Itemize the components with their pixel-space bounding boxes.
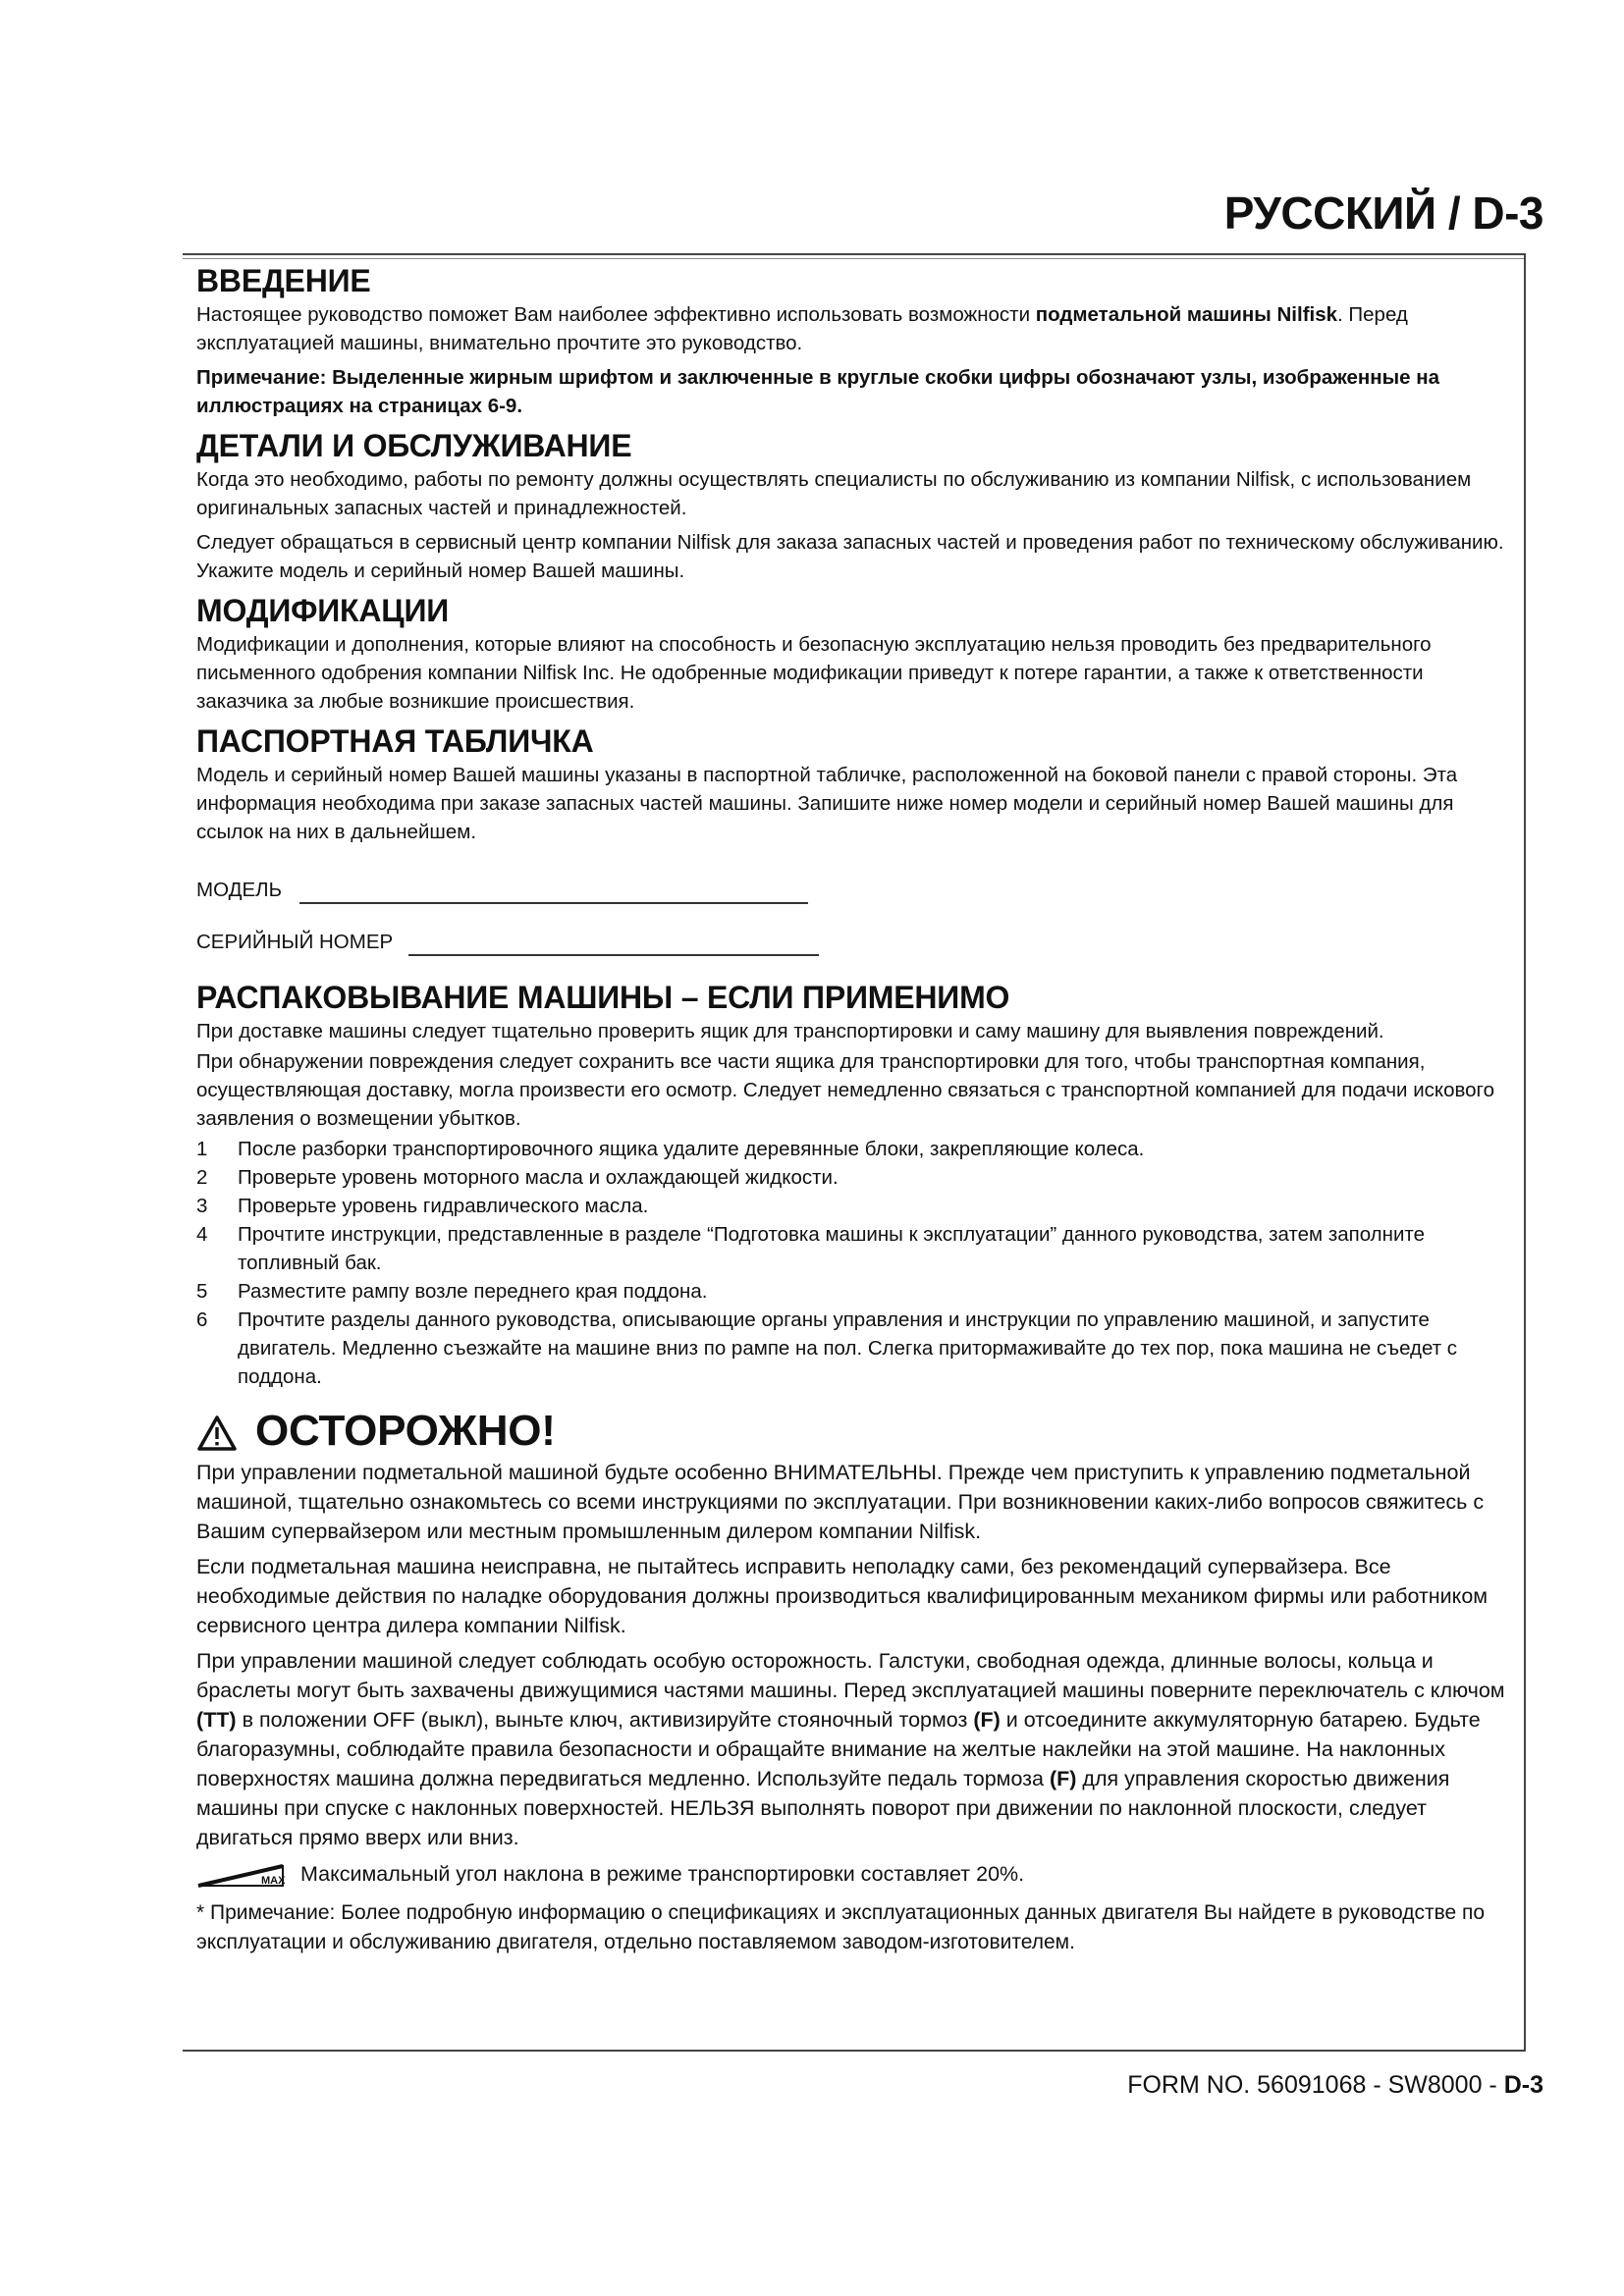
warning-paragraph-1: При управлении подметальной машиной будьте особенно ВНИМАТЕЛЬНЫ. Прежде чем приступить к управлению подметальной машиной, тщательно ознакомьтесь со всеми инструкциями по эксплуатации. При возникновении каких-либо вопросов свяжитесь с Вашим супервайзером или местным промышленным дилером компании Nilfisk. [196, 1461, 1485, 1543]
step-text: Разместите рампу возле переднего края поддона. [238, 1280, 708, 1303]
form-number: FORM NO. 56091068 - SW8000 - [1127, 2071, 1504, 2099]
parts-paragraph-1: Когда это необходимо, работы по ремонту должны осуществлять специалисты по обслуживанию из компании Nilfisk, с использованием оригинальных запасных частей и принадлежностей. [196, 468, 1472, 519]
main-content [196, 261, 1520, 1963]
warning-triangle-icon [196, 1415, 238, 1452]
section-unpacking [196, 978, 1520, 1391]
section-introduction [196, 261, 1520, 420]
unpack-steps-list [196, 1135, 1520, 1391]
page-footer [1127, 2071, 1543, 2100]
list-item [196, 1277, 1520, 1306]
max-slope-icon [196, 1862, 287, 1888]
step-number: 6 [196, 1308, 208, 1331]
step-number: 3 [196, 1195, 208, 1217]
heading-warning [196, 1405, 1520, 1458]
list-item [196, 1220, 1520, 1277]
unpack-paragraph-2: При обнаружении повреждения следует сохранить все части ящика для транспортировки для того, чтобы транспортная компания, осуществляющая доставку, могла произвести его осмотр. Следует немедленно связаться с транспортной компанией для подачи искового заявления о возмещении убытков. [196, 1050, 1494, 1130]
step-text: Прочтите инструкции, представленные в разделе “Подготовка машины к эксплуатации” данного руководства, затем заполните топливный бак. [238, 1223, 1425, 1274]
max-slope-text: Максимальный угол наклона в режиме транспортировки составляет 20%. [300, 1862, 1025, 1886]
section-parts-service [196, 426, 1520, 585]
parking-brake-ref: (F) [973, 1708, 1001, 1732]
heading-nameplate: ПАСПОРТНАЯ ТАБЛИЧКА [196, 723, 594, 759]
step-number: 2 [196, 1166, 208, 1189]
footer-page-number: D-3 [1503, 2071, 1543, 2099]
list-item [196, 1306, 1520, 1391]
step-text: Проверьте уровень моторного масла и охлаждающей жидкости. [238, 1166, 839, 1189]
step-text: Прочтите разделы данного руководства, описывающие органы управления и инструкции по управлению машиной, и запустите двигатель. Медленно съезжайте на машине вниз по рампе на пол. Слегка притормаживайте до тех пор, пока машина не съедет с поддона. [238, 1308, 1458, 1388]
key-switch-ref: (TT) [196, 1708, 237, 1732]
page-header-title: РУССКИЙ / D-3 [1223, 187, 1543, 239]
section-warning [196, 1405, 1520, 1957]
step-number: 1 [196, 1138, 208, 1160]
nameplate-paragraph: Модель и серийный номер Вашей машины указаны в паспортной табличке, расположенной на боковой панели с правой стороны. Эта информация необходима при заказе запасных частей машины. Запишите ниже номер модели и серийный номер Вашей машины для ссылок на них в дальнейшем. [196, 764, 1458, 843]
step-number: 5 [196, 1280, 208, 1303]
serial-line [408, 933, 819, 956]
intro-text-c: . Перед эксплуатацией машины, внимательно прочтите это руководство. [196, 303, 1408, 354]
step-text: Проверьте уровень гидравлического масла. [238, 1195, 649, 1217]
max-icon-label: MAX [261, 1874, 286, 1887]
mods-paragraph: Модификации и дополнения, которые влияют на способность и безопасную эксплуатацию нельзя проводить без предварительного письменного одобрения компании Nilfisk Inc. Не одобренные модификации приведут к потере гарантии, а также к ответственности заказчика за любые возникшие происшествия. [196, 633, 1432, 713]
section-modifications [196, 591, 1520, 716]
list-item [196, 1135, 1520, 1163]
step-number: 4 [196, 1223, 208, 1246]
frame-top-rule [183, 258, 1524, 259]
model-label: МОДЕЛЬ [196, 879, 283, 901]
intro-text-a: Настоящее руководство поможет Вам наиболее эффективно использовать возможности [196, 303, 1036, 326]
max-slope-row [196, 1860, 1520, 1889]
list-item [196, 1192, 1520, 1220]
brake-pedal-ref: (F) [1049, 1767, 1077, 1790]
warning-text-c: и отсоедините аккумуляторную батарею. Будьте благоразумны, соблюдайте правила безопасности и обращайте внимание на желтые наклейки на этой машине. На наклонных поверхностях машина должна передвигаться медленно. Используйте педаль тормоза [196, 1708, 1481, 1790]
parts-paragraph-2: Следует обращаться в сервисный центр компании Nilfisk для заказа запасных частей и проведения работ по техническому обслуживанию. Укажите модель и серийный номер Вашей машины. [196, 531, 1504, 582]
warning-text-b: в положении OFF (выкл), выньте ключ, активизируйте стояночный тормоз [236, 1708, 974, 1732]
model-line [299, 881, 808, 904]
model-field [196, 876, 1520, 904]
warning-text-d: для управления скоростью движения машины при спуске с наклонных поверхностей. НЕЛЬЗЯ выполнять поворот при движении по наклонной плоскости, следует двигаться прямо вверх или вниз. [196, 1767, 1450, 1849]
unpack-paragraph-1: При доставке машины следует тщательно проверить ящик для транспортировки и саму машину для выявления повреждений. [196, 1020, 1384, 1042]
warning-paragraph-2: Если подметальная машина неисправна, не пытайтесь исправить неполадку сами, без рекомендаций супервайзера. Все необходимые действия по наладке оборудования должны производиться квалифицированным механиком фирмы или работником сервисного центра дилера компании Nilfisk. [196, 1555, 1489, 1637]
intro-text-bold: подметальной машины Nilfisk [1035, 303, 1338, 326]
heading-unpacking: РАСПАКОВЫВАНИЕ МАШИНЫ – ЕСЛИ ПРИМЕНИМО [196, 980, 1010, 1015]
section-nameplate [196, 721, 1520, 956]
warning-text-a: При управлении машиной следует соблюдать особую осторожность. Галстуки, свободная одежда, длинные волосы, кольца и браслеты могут быть захвачены движущимися частями машины. Перед эксплуатацией машины поверните переключатель с ключом [196, 1649, 1505, 1702]
warning-paragraph-3 [196, 1646, 1520, 1852]
intro-note: Примечание: Выделенные жирным шрифтом и заключенные в круглые скобки цифры обозначают узлы, изображенные на иллюстрациях на страницах 6-9. [196, 366, 1440, 417]
step-text: После разборки транспортировочного ящика удалите деревянные блоки, закрепляющие колеса. [238, 1138, 1145, 1160]
intro-paragraph [196, 300, 1520, 357]
heading-modifications: МОДИФИКАЦИИ [196, 593, 450, 628]
serial-field [196, 928, 1520, 956]
heading-introduction: ВВЕДЕНИЕ [196, 263, 371, 298]
engine-note: * Примечание: Более подробную информацию о спецификациях и эксплуатационных данных двигателя Вы найдете в руководстве по эксплуатации и обслуживанию двигателя, отдельно поставляемом заводом-изготовителем. [196, 1901, 1486, 1953]
serial-label: СЕРИЙНЫЙ НОМЕР [196, 931, 394, 953]
heading-parts-service: ДЕТАЛИ И ОБСЛУЖИВАНИЕ [196, 428, 632, 463]
list-item [196, 1163, 1520, 1192]
warning-title: ОСТОРОЖНО! [255, 1407, 556, 1455]
